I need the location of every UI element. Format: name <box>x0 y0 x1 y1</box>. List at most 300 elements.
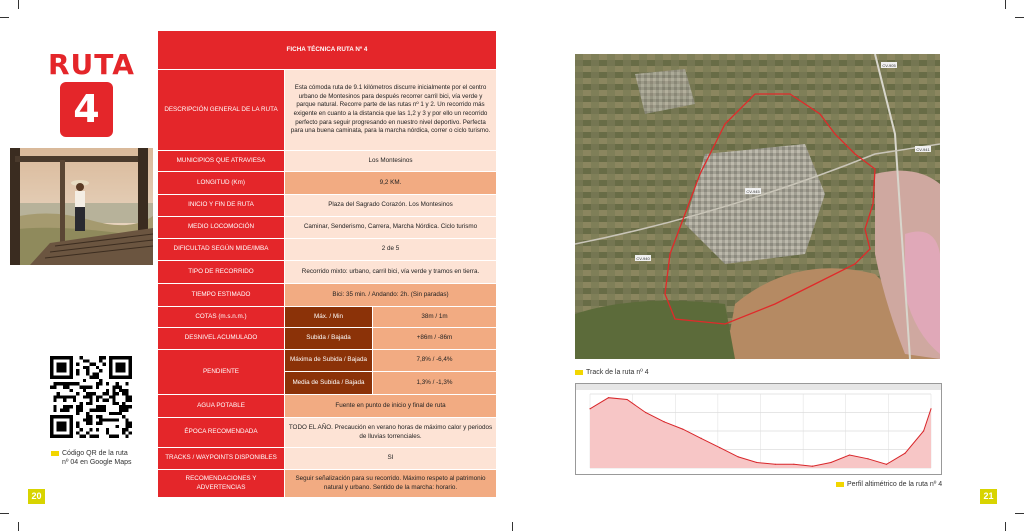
qr-module <box>83 386 86 389</box>
qr-module <box>63 366 66 369</box>
crop-mark <box>1005 522 1006 531</box>
qr-module <box>122 366 125 369</box>
qr-module <box>57 422 60 425</box>
qr-module <box>50 435 53 438</box>
qr-module <box>89 392 92 395</box>
municipios-value: Los Montesinos <box>285 151 497 172</box>
qr-module <box>119 412 122 415</box>
qr-module <box>89 386 92 389</box>
qr-module <box>60 415 63 418</box>
elevation-point <box>923 430 924 431</box>
qr-module <box>63 356 66 359</box>
qr-module <box>106 382 109 385</box>
qr-module <box>112 435 115 438</box>
qr-module <box>96 395 99 398</box>
qr-module <box>99 422 102 425</box>
dificultad-label: DIFICULTAD SEGÚN MIDE/IMBA <box>158 239 285 261</box>
qr-module <box>112 412 115 415</box>
qr-module <box>76 408 79 411</box>
qr-module <box>96 382 99 385</box>
qr-module <box>129 399 132 402</box>
qr-module <box>89 435 92 438</box>
qr-module <box>50 369 53 372</box>
qr-module <box>112 395 115 398</box>
qr-module <box>50 372 53 375</box>
qr-module <box>63 435 66 438</box>
qr-module <box>116 366 119 369</box>
qr-module <box>66 386 69 389</box>
longitud-label: LONGITUD (Km) <box>158 172 285 195</box>
cotas-value: 38m / 1m <box>373 307 497 328</box>
qr-module <box>80 405 83 408</box>
qr-module <box>50 376 53 379</box>
qr-module <box>116 418 119 421</box>
desnivel-label: DESNIVEL ACUMULADO <box>158 328 285 350</box>
qr-module <box>129 425 132 428</box>
qr-module <box>57 415 60 418</box>
qr-module <box>93 435 96 438</box>
qr-module <box>125 422 128 425</box>
tracks-value: SI <box>285 448 497 470</box>
qr-module <box>60 425 63 428</box>
qr-module <box>76 422 79 425</box>
qr-module <box>109 412 112 415</box>
qr-module <box>70 359 73 362</box>
qr-module <box>119 356 122 359</box>
medio-value: Caminar, Senderismo, Carrera, Marcha Nórdica. Ciclo turismo <box>285 217 497 239</box>
qr-module <box>63 369 66 372</box>
qr-module <box>119 376 122 379</box>
qr-module <box>109 359 112 362</box>
profile-caption: Perfil altimétrico de la ruta nº 4 <box>836 480 942 489</box>
qr-module <box>109 418 112 421</box>
qr-module <box>93 392 96 395</box>
qr-module <box>89 376 92 379</box>
qr-module <box>63 376 66 379</box>
crop-mark <box>1015 17 1024 18</box>
qr-module <box>129 431 132 434</box>
elevation-point <box>886 464 887 465</box>
qr-module <box>122 431 125 434</box>
caption-marker-icon <box>836 482 844 487</box>
page-number-right: 21 <box>980 489 997 504</box>
qr-module <box>63 422 66 425</box>
qr-module <box>122 415 125 418</box>
qr-module <box>66 356 69 359</box>
qr-module <box>63 415 66 418</box>
qr-module <box>96 399 99 402</box>
tiempo-value: Bici: 35 min. / Andando: 2h. (Sin paradas) <box>285 284 497 307</box>
qr-module <box>119 366 122 369</box>
caption-marker-icon <box>51 451 59 456</box>
qr-module <box>122 363 125 366</box>
qr-module <box>50 418 53 421</box>
qr-module <box>129 422 132 425</box>
qr-module <box>109 369 112 372</box>
crop-mark <box>18 522 19 531</box>
qr-module <box>116 363 119 366</box>
crop-mark <box>1005 0 1006 9</box>
elevation-profile-svg <box>576 384 941 474</box>
qr-module <box>89 428 92 431</box>
descripcion-value: Esta cómoda ruta de 9.1 kilómetros discurre inicialmente por el centro urbano de Montesinos para después recorrer carril bici, vía verde y parque natural. Recorre parte de las rutas nº 1 y 2. Un recorrido más exigente en cuanto a la distancia que las 1,2 y 3 y por ello un recorrido perfecto para seguir progresando en nuestro nivel deportivo. Perfecta para una buena caminata, para la marcha nórdica, correr o ciclo turismo. <box>285 70 497 151</box>
crop-mark <box>0 17 9 18</box>
qr-module <box>102 399 105 402</box>
elevation-point <box>849 454 850 455</box>
qr-module <box>57 392 60 395</box>
qr-module <box>60 435 63 438</box>
qr-module <box>116 369 119 372</box>
qr-module <box>53 399 56 402</box>
qr-module <box>119 363 122 366</box>
qr-module <box>112 399 115 402</box>
qr-module <box>66 405 69 408</box>
qr-module <box>70 422 73 425</box>
page-number-left: 20 <box>28 489 45 504</box>
qr-module <box>99 415 102 418</box>
qr-module <box>112 402 115 405</box>
qr-module <box>83 389 86 392</box>
qr-module <box>102 405 105 408</box>
pendiente-label: PENDIENTE <box>158 350 285 395</box>
inicio-label: INICIO Y FIN DE RUTA <box>158 195 285 217</box>
qr-module <box>57 425 60 428</box>
qr-module <box>116 386 119 389</box>
qr-module <box>60 366 63 369</box>
route-photo <box>10 148 153 265</box>
qr-module <box>86 431 89 434</box>
qr-module <box>70 389 73 392</box>
qr-module <box>99 382 102 385</box>
qr-module <box>60 428 63 431</box>
qr-module <box>66 408 69 411</box>
qr-module <box>53 405 56 408</box>
qr-module <box>70 428 73 431</box>
qr-module <box>60 369 63 372</box>
qr-module <box>73 399 76 402</box>
elevation-point <box>930 408 931 409</box>
qr-module <box>102 363 105 366</box>
elevation-point <box>867 458 868 459</box>
qr-module <box>125 405 128 408</box>
qr-module <box>112 386 115 389</box>
epoca-label: ÉPOCA RECOMENDADA <box>158 418 285 448</box>
qr-module <box>53 386 56 389</box>
qr-module <box>57 376 60 379</box>
qr-module <box>70 366 73 369</box>
qr-module <box>63 428 66 431</box>
qr-module <box>96 435 99 438</box>
qr-module <box>96 386 99 389</box>
qr-module <box>102 392 105 395</box>
qr-module <box>80 402 83 405</box>
qr-module <box>119 386 122 389</box>
qr-module <box>80 356 83 359</box>
qr-module <box>70 363 73 366</box>
qr-module <box>57 366 60 369</box>
qr-module <box>129 369 132 372</box>
qr-module <box>116 402 119 405</box>
qr-module <box>60 422 63 425</box>
qr-module <box>119 389 122 392</box>
tracks-label: TRACKS / WAYPOINTS DISPONIBLES <box>158 448 285 470</box>
ruta-number-badge: 4 <box>60 82 113 137</box>
qr-module <box>125 428 128 431</box>
qr-module <box>116 425 119 428</box>
qr-module <box>89 408 92 411</box>
qr-module <box>60 363 63 366</box>
crop-mark <box>0 513 9 514</box>
qr-module <box>102 356 105 359</box>
medio-label: MEDIO LOCOMOCIÓN <box>158 217 285 239</box>
qr-module <box>89 395 92 398</box>
qr-module <box>70 431 73 434</box>
qr-module <box>57 369 60 372</box>
qr-module <box>76 431 79 434</box>
qr-module <box>96 372 99 375</box>
tipo-label: TIPO DE RECORRIDO <box>158 261 285 284</box>
qr-module <box>80 386 83 389</box>
qr-module <box>60 395 63 398</box>
qr-module <box>50 359 53 362</box>
qr-module <box>70 395 73 398</box>
qr-module <box>96 376 99 379</box>
qr-module <box>129 366 132 369</box>
road-label: CV-940 <box>636 256 650 261</box>
qr-module <box>129 395 132 398</box>
qr-module <box>63 408 66 411</box>
qr-module <box>116 356 119 359</box>
qr-module <box>99 405 102 408</box>
qr-module <box>122 369 125 372</box>
qr-module <box>119 405 122 408</box>
crop-mark <box>18 0 19 9</box>
elevation-point <box>682 429 683 430</box>
qr-module <box>106 399 109 402</box>
elevation-point <box>812 466 813 467</box>
qr-module <box>93 376 96 379</box>
qr-module <box>125 389 128 392</box>
qr-module <box>86 386 89 389</box>
qr-module <box>70 382 73 385</box>
elevation-point <box>589 408 590 409</box>
tipo-value: Recorrido mixto: urbano, carril bici, vía verde y tramos en tierra. <box>285 261 497 284</box>
qr-module <box>86 392 89 395</box>
elevation-point <box>775 464 776 465</box>
qr-module <box>83 379 86 382</box>
qr-module <box>122 376 125 379</box>
cotas-sub: Máx. / Min <box>285 307 373 328</box>
qr-module <box>60 356 63 359</box>
qr-module <box>86 422 89 425</box>
qr-module <box>89 418 92 421</box>
qr-module <box>96 405 99 408</box>
qr-module <box>66 395 69 398</box>
municipios-label: MUNICIPIOS QUE ATRAVIESA <box>158 151 285 172</box>
desnivel-value: +86m / -86m <box>373 328 497 350</box>
qr-module <box>106 431 109 434</box>
qr-module <box>125 395 128 398</box>
qr-module <box>50 386 53 389</box>
qr-module <box>83 395 86 398</box>
qr-module <box>66 376 69 379</box>
qr-module <box>122 405 125 408</box>
elevation-point <box>626 399 627 400</box>
qr-module <box>70 356 73 359</box>
qr-module <box>70 415 73 418</box>
qr-caption: Código QR de la ruta nº 04 en Google Maps <box>51 449 161 467</box>
qr-module <box>80 408 83 411</box>
qr-module <box>50 431 53 434</box>
qr-module <box>53 356 56 359</box>
qr-module <box>125 408 128 411</box>
qr-module <box>86 412 89 415</box>
qr-module <box>112 376 115 379</box>
qr-module <box>66 382 69 385</box>
qr-module <box>86 402 89 405</box>
qr-module <box>73 395 76 398</box>
qr-module <box>99 395 102 398</box>
qr-module <box>116 435 119 438</box>
qr-module <box>129 376 132 379</box>
pendiente-media-sub: Media de Subida / Bajada <box>285 372 373 395</box>
qr-module <box>89 415 92 418</box>
qr-module <box>50 366 53 369</box>
qr-module <box>116 376 119 379</box>
dificultad-value: 2 de 5 <box>285 239 497 261</box>
qr-module <box>73 382 76 385</box>
elevation-point <box>756 462 757 463</box>
qr-module <box>86 372 89 375</box>
route-map[interactable] <box>575 54 940 359</box>
qr-module <box>53 435 56 438</box>
qr-module <box>129 359 132 362</box>
qr-module <box>106 428 109 431</box>
qr-module <box>89 399 92 402</box>
qr-module <box>109 372 112 375</box>
qr-module <box>125 376 128 379</box>
qr-module <box>86 395 89 398</box>
qr-module <box>86 359 89 362</box>
qr-module <box>86 366 89 369</box>
elevation-profile-chart <box>575 383 942 475</box>
crop-mark <box>1015 513 1024 514</box>
qr-module <box>76 372 79 375</box>
cotas-label: COTAS (m.s.n.m.) <box>158 307 285 328</box>
qr-module <box>106 418 109 421</box>
qr-module <box>125 418 128 421</box>
qr-module <box>70 425 73 428</box>
qr-module <box>106 392 109 395</box>
map-caption: Track de la ruta nº 4 <box>575 368 649 377</box>
qr-module <box>116 382 119 385</box>
qr-module <box>119 408 122 411</box>
qr-module <box>125 356 128 359</box>
qr-module <box>60 376 63 379</box>
road-label: CV-945 <box>746 189 760 194</box>
qr-module <box>76 369 79 372</box>
qr-module <box>116 392 119 395</box>
qr-module <box>112 418 115 421</box>
qr-module <box>80 435 83 438</box>
qr-module <box>122 408 125 411</box>
qr-module <box>122 428 125 431</box>
ficha-title: FICHA TÉCNICA RUTA Nº 4 <box>158 31 497 70</box>
qr-module <box>89 402 92 405</box>
road-label: CV-905 <box>882 63 896 68</box>
qr-module <box>50 363 53 366</box>
qr-module <box>50 428 53 431</box>
qr-module <box>112 392 115 395</box>
qr-module <box>109 363 112 366</box>
qr-module <box>53 395 56 398</box>
elevation-point <box>701 438 702 439</box>
crop-mark <box>512 522 513 531</box>
qr-module <box>70 418 73 421</box>
qr-module <box>93 408 96 411</box>
qr-module <box>86 369 89 372</box>
qr-module <box>63 425 66 428</box>
qr-module <box>109 376 112 379</box>
qr-module <box>99 356 102 359</box>
qr-module <box>125 425 128 428</box>
qr-module <box>63 386 66 389</box>
qr-module <box>96 415 99 418</box>
qr-module <box>109 435 112 438</box>
qr-module <box>70 369 73 372</box>
qr-module <box>89 422 92 425</box>
qr-module <box>53 408 56 411</box>
elevation-point <box>904 453 905 454</box>
qr-module <box>119 369 122 372</box>
qr-module <box>109 366 112 369</box>
qr-module <box>70 376 73 379</box>
qr-module <box>122 389 125 392</box>
qr-module <box>66 415 69 418</box>
elevation-point <box>830 462 831 463</box>
qr-module <box>93 372 96 375</box>
qr-module <box>70 372 73 375</box>
qr-module <box>83 435 86 438</box>
qr-module <box>99 418 102 421</box>
qr-module <box>63 399 66 402</box>
qr-module <box>112 356 115 359</box>
pendiente-max-value: 7,8% / -6,4% <box>373 350 497 372</box>
qr-module <box>83 366 86 369</box>
qr-module <box>57 356 60 359</box>
qr-code[interactable] <box>50 356 132 438</box>
qr-module <box>83 359 86 362</box>
qr-module <box>57 363 60 366</box>
elevation-point <box>719 447 720 448</box>
inicio-value: Plaza del Sagrado Corazón. Los Montesinos <box>285 195 497 217</box>
qr-module <box>86 415 89 418</box>
qr-module <box>63 405 66 408</box>
qr-module <box>106 389 109 392</box>
elevation-point <box>793 464 794 465</box>
ruta-heading: RUTA <box>48 48 135 81</box>
qr-module <box>53 376 56 379</box>
road-label: CV-941 <box>916 147 930 152</box>
qr-module <box>99 359 102 362</box>
qr-module <box>125 399 128 402</box>
caption-marker-icon <box>575 370 583 375</box>
qr-module <box>60 382 63 385</box>
qr-module <box>122 402 125 405</box>
pendiente-max-sub: Máxima de Subida / Bajada <box>285 350 373 372</box>
elevation-point <box>738 456 739 457</box>
qr-module <box>63 382 66 385</box>
